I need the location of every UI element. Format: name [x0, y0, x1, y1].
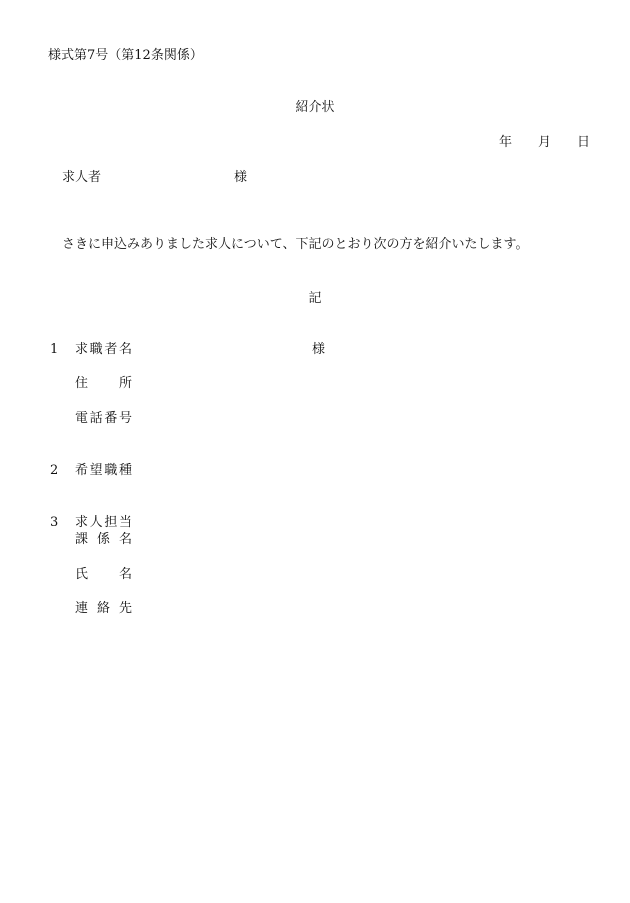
document-title: 紹介状: [295, 100, 335, 115]
recipient-label: 求人者: [62, 170, 102, 185]
job-seeker-name-label: 求 職 者 名: [75, 342, 132, 357]
item-3-number: 3: [50, 515, 59, 530]
intro-text: さきに申込みありました求人について、下記のとおり次の方を紹介いたします。: [62, 237, 529, 252]
date-line: [499, 136, 590, 149]
month-unit: 月: [537, 135, 551, 150]
ki-heading: 記: [308, 291, 322, 306]
section-name-label: 課 係 名: [75, 532, 132, 547]
year-unit: 年: [498, 135, 512, 150]
phone-label: 電 話 番 号: [75, 411, 132, 426]
person-name-label: 氏 名: [75, 567, 132, 582]
recipient-honorific: 様: [234, 170, 248, 185]
day-unit: 日: [576, 135, 590, 150]
item-2-number: 2: [50, 463, 59, 478]
desired-job-label: 希 望 職 種: [75, 463, 132, 478]
item-1-number: 1: [50, 342, 59, 357]
form-number: 様式第7号（第12条関係）: [48, 48, 203, 63]
contact-label: 連 絡 先: [75, 601, 132, 616]
recruiter-label: 求 人 担 当: [75, 515, 132, 530]
job-seeker-honorific: 様: [312, 342, 326, 357]
address-label: 住 所: [75, 376, 132, 391]
